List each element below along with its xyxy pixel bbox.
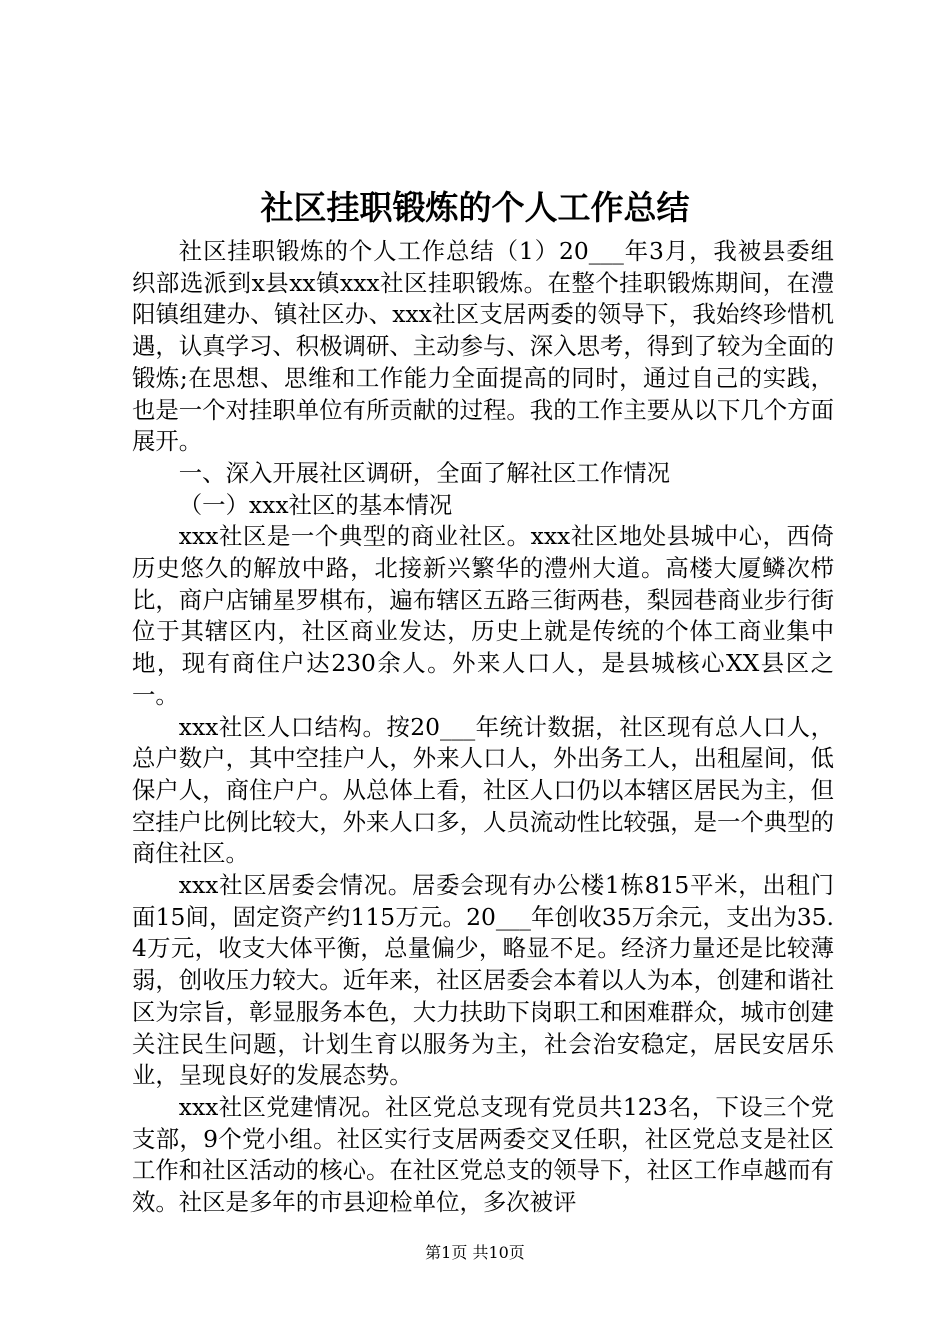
subsection-heading-1: （一）xxx社区的基本情况: [178, 490, 453, 519]
section-heading-1: 一、深入开展社区调研，全面了解社区工作情况: [178, 458, 670, 487]
document-body: [132, 236, 834, 1219]
page-footer: 第1页 共10页: [425, 1243, 525, 1262]
paragraph-party-building: xxx社区党建情况。社区党总支现有党员共123名，下设三个党支部，9个党小组。社区实行支居两委交叉任职，社区党总支是社区工作和社区活动的核心。在社区党总支的领导下，社区工作卓越而有效。社区是多年的市县迎检单位，多次被评: [132, 1092, 834, 1217]
document-title: 社区挂职锻炼的个人工作总结: [260, 188, 690, 227]
paragraph-intro: 社区挂职锻炼的个人工作总结（1）20___年3月，我被县委组织部选派到x县xx镇xxx社区挂职锻炼。在整个挂职锻炼期间，在澧阳镇组建办、镇社区办、xxx社区支居两委的领导下，我始终珍惜机遇，认真学习、积极调研、主动参与、深入思考，得到了较为全面的锻炼;在思想、思维和工作能力全面提高的同时，通过自己的实践，也是一个对挂职单位有所贡献的过程。我的工作主要从以下几个方面展开。: [132, 237, 834, 456]
paragraph-population-structure: xxx社区人口结构。按20___年统计数据，社区现有总人口人，总户数户，其中空挂户人，外来人口人，外出务工人，出租屋间，低保户人，商住户户。从总体上看，社区人口仍以本辖区居民为主，但空挂户比例比较大，外来人口多，人员流动性比较强，是一个典型的商住社区。: [132, 712, 834, 868]
paragraph-residents-committee: xxx社区居委会情况。居委会现有办公楼1栋815平米，出租门面15间，固定资产约115万元。20___年创收35万余元，支出为35.4万元，收支大体平衡，总量偏少，略显不足。经济力量还是比较薄弱，创收压力较大。近年来，社区居委会本着以人为本，创建和谐社区为宗旨，彰显服务本色，大力扶助下岗职工和困难群众，城市创建关注民生问题，计划生育以服务为主，社会治安稳定，居民安居乐业，呈现良好的发展态势。: [132, 871, 834, 1090]
paragraph-community-overview: xxx社区是一个典型的商业社区。xxx社区地处县城中心，西倚历史悠久的解放中路，北接新兴繁华的澧州大道。高楼大厦鳞次栉比，商户店铺星罗棋布，遍布辖区五路三街两巷，梨园巷商业步行街位于其辖区内，社区商业发达，历史上就是传统的个体工商业集中地，现有商住户达230余人。外来人口人，是县城核心XX县区之一。: [132, 522, 834, 709]
